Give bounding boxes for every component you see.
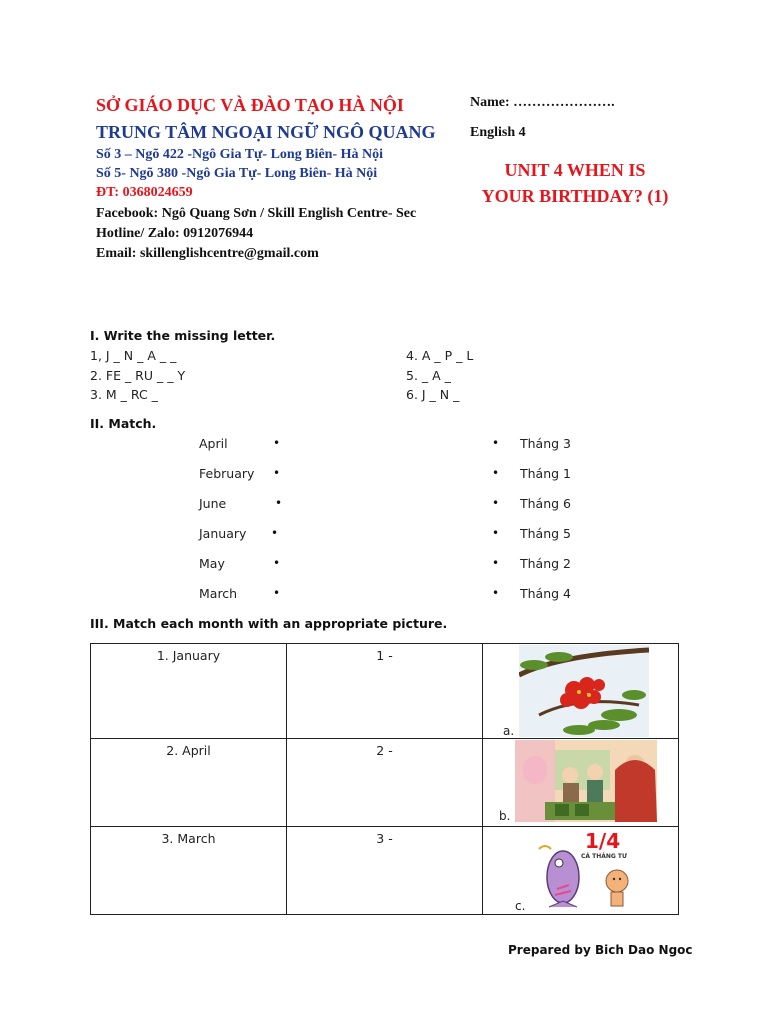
month-cell bbox=[91, 827, 287, 915]
facebook-line: Facebook: Ngô Quang Sơn / Skill English Centre- Sec bbox=[96, 206, 417, 221]
match-left-bullet-1[interactable]: • bbox=[273, 436, 281, 450]
answer-label: 2 - bbox=[376, 743, 393, 758]
org-title-2: TRUNG TÂM NGOẠI NGỮ NGÔ QUANG bbox=[96, 122, 436, 142]
match-right-bullet-1[interactable]: • bbox=[492, 436, 500, 450]
match-vn-month-5: Tháng 2 bbox=[520, 556, 572, 571]
section-3-title: III. Match each month with an appropriate picture. bbox=[90, 616, 448, 631]
match-month-2: February bbox=[199, 466, 255, 481]
unit-title-line-1: UNIT 4 WHEN IS bbox=[504, 160, 646, 180]
april-fools-fish-picture bbox=[529, 829, 655, 911]
match-left-bullet-6[interactable]: • bbox=[273, 586, 281, 600]
missing-letter-item-4: 4. A _ P _ L bbox=[406, 348, 474, 363]
april-fools-caption: CÁ THÁNG TƯ bbox=[581, 853, 628, 860]
month-cell bbox=[91, 644, 287, 739]
hotline-line: Hotline/ Zalo: 0912076944 bbox=[96, 226, 254, 241]
missing-letter-item-5: 5. _ A _ bbox=[406, 368, 451, 383]
picture-cell bbox=[483, 827, 679, 915]
org-title-1: SỞ GIÁO DỤC VÀ ĐÀO TẠO HÀ NỘI bbox=[96, 95, 404, 115]
match-right-bullet-6[interactable]: • bbox=[492, 586, 500, 600]
match-left-bullet-2[interactable]: • bbox=[273, 466, 281, 480]
missing-letter-item-6: 6. J _ N _ bbox=[406, 387, 460, 402]
table-row bbox=[91, 644, 679, 739]
month-cell bbox=[91, 739, 287, 827]
section-2-title: II. Match. bbox=[90, 416, 157, 431]
flamboyant-flower-picture bbox=[519, 645, 649, 737]
section-1-title: I. Write the missing letter. bbox=[90, 328, 276, 343]
match-right-bullet-4[interactable]: • bbox=[492, 526, 500, 540]
phone-line: ĐT: 0368024659 bbox=[96, 185, 193, 200]
match-left-bullet-5[interactable]: • bbox=[273, 556, 281, 570]
match-vn-month-6: Tháng 4 bbox=[520, 586, 572, 601]
answer-cell[interactable] bbox=[287, 644, 483, 739]
picture-cell bbox=[483, 739, 679, 827]
subject-label: English 4 bbox=[470, 125, 526, 140]
match-vn-month-3: Tháng 6 bbox=[520, 496, 572, 511]
address-line-2: Số 5- Ngõ 380 -Ngô Gia Tự- Long Biên- Hà Nội bbox=[96, 166, 378, 181]
tet-family-picture bbox=[515, 740, 657, 822]
answer-label: 3 - bbox=[376, 831, 393, 846]
unit-title bbox=[460, 157, 690, 209]
match-month-4: January bbox=[199, 526, 247, 541]
match-right-bullet-5[interactable]: • bbox=[492, 556, 500, 570]
email-line: Email: skillenglishcentre@gmail.com bbox=[96, 246, 319, 261]
match-month-5: May bbox=[199, 556, 225, 571]
answer-cell[interactable] bbox=[287, 827, 483, 915]
table-row bbox=[91, 739, 679, 827]
match-right-bullet-3[interactable]: • bbox=[492, 496, 500, 510]
match-left-bullet-3[interactable]: • bbox=[275, 496, 283, 510]
missing-letter-item-2: 2. FE _ RU _ _ Y bbox=[90, 368, 186, 383]
match-month-6: March bbox=[199, 586, 238, 601]
picture-letter-a: a. bbox=[503, 724, 515, 738]
name-field-label: Name: …………………. bbox=[470, 95, 615, 110]
picture-match-table bbox=[90, 643, 679, 915]
table-row bbox=[91, 827, 679, 915]
picture-letter-c: c. bbox=[515, 899, 526, 913]
match-vn-month-4: Tháng 5 bbox=[520, 526, 572, 541]
picture-cell bbox=[483, 644, 679, 739]
missing-letter-item-1: 1, J _ N _ A _ _ bbox=[90, 348, 177, 363]
month-label: 1. January bbox=[156, 648, 221, 663]
missing-letter-item-3: 3. M _ RC _ bbox=[90, 387, 158, 402]
match-right-bullet-2[interactable]: • bbox=[492, 466, 500, 480]
month-label: 3. March bbox=[161, 831, 216, 846]
match-vn-month-2: Tháng 1 bbox=[520, 466, 572, 481]
address-line-1: Số 3 – Ngõ 422 -Ngô Gia Tự- Long Biên- Hà Nội bbox=[96, 147, 383, 162]
prepared-by: Prepared by Bich Dao Ngoc bbox=[508, 943, 693, 957]
answer-label: 1 - bbox=[376, 648, 393, 663]
unit-title-line-2: YOUR BIRTHDAY? (1) bbox=[481, 186, 669, 206]
match-month-1: April bbox=[199, 436, 228, 451]
match-vn-month-1: Tháng 3 bbox=[520, 436, 572, 451]
april-fools-date: 1/4 bbox=[585, 829, 621, 853]
match-month-3: June bbox=[199, 496, 227, 511]
picture-letter-b: b. bbox=[499, 809, 511, 823]
match-left-bullet-4[interactable]: • bbox=[271, 526, 279, 540]
month-label: 2. April bbox=[166, 743, 211, 758]
answer-cell[interactable] bbox=[287, 739, 483, 827]
